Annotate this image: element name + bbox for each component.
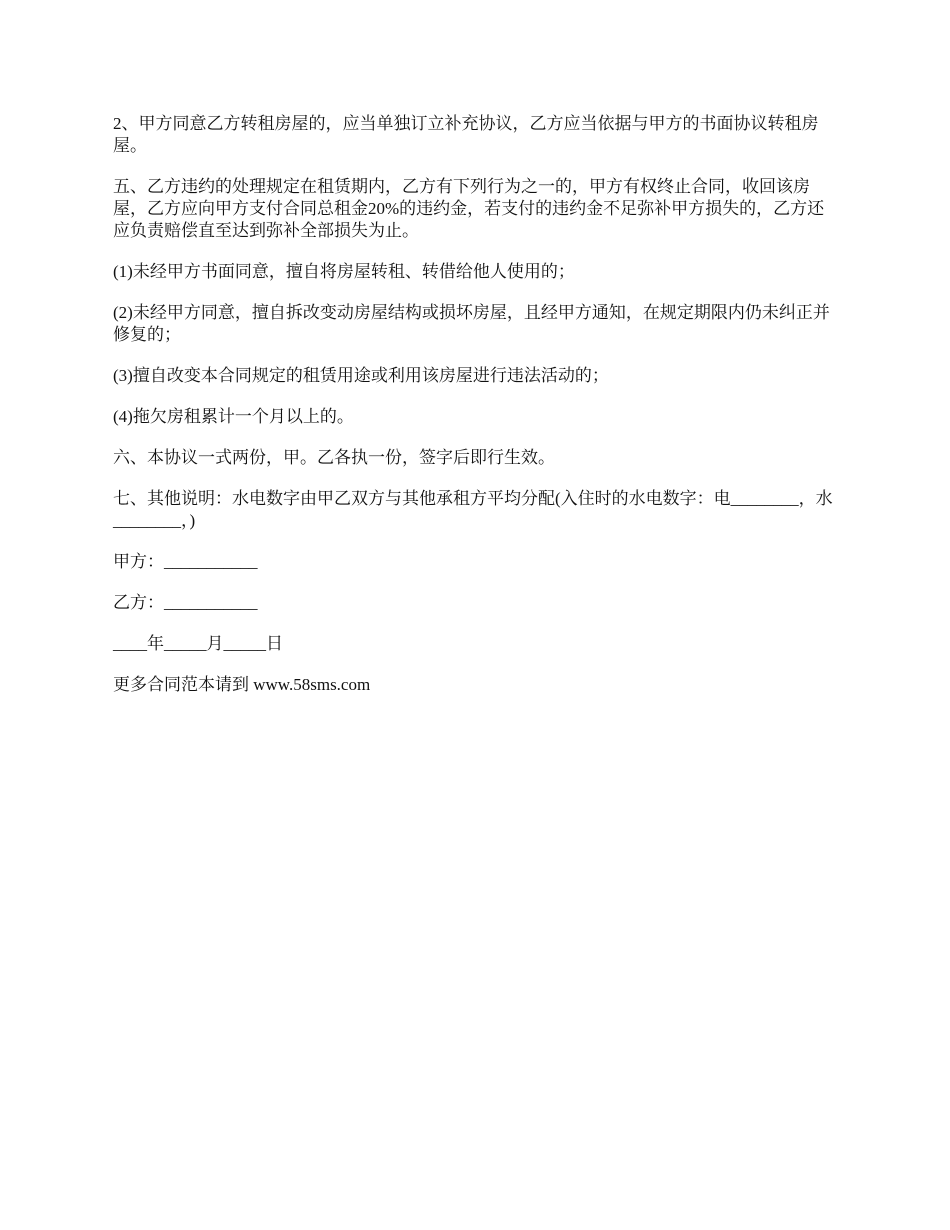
clause-copies-paragraph: 六、本协议一式两份，甲。乙各执一份，签字后即行生效。 (113, 448, 555, 467)
breach-item-1: (1)未经甲方书面同意，擅自将房屋转租、转借给他人使用的； (113, 262, 575, 281)
breach-item-3: (3)擅自改变本合同规定的租赁用途或利用该房屋进行违法活动的； (113, 366, 609, 385)
party-a-signature-line: 甲方：___________ (113, 552, 258, 571)
breach-item-4: (4)拖欠房租累计一个月以上的。 (113, 407, 354, 426)
breach-item-2: (2)未经甲方同意，擅自拆改变动房屋结构或损坏房屋，且经甲方通知，在规定期限内仍未纠正并修复的； (113, 303, 830, 344)
date-line: ____年_____月_____日 (113, 634, 283, 653)
clause-breach-paragraph: 五、乙方违约的处理规定在租赁期内，乙方有下列行为之一的，甲方有权终止合同，收回该房屋，乙方应向甲方支付合同总租金20%的违约金，若支付的违约金不足弥补甲方损失的，乙方还应负责赔偿直至达到弥补全部损失为止。 (113, 177, 825, 240)
clause-sublet-paragraph: 2、甲方同意乙方转租房屋的，应当单独订立补充协议，乙方应当依据与甲方的书面协议转租房屋。 (113, 114, 819, 155)
footer-more-templates: 更多合同范本请到 www.58sms.com (113, 675, 371, 694)
party-b-signature-line: 乙方：___________ (113, 593, 258, 612)
document-body (113, 113, 833, 715)
clause-other-notes-paragraph: 七、其他说明：水电数字由甲乙双方与其他承租方平均分配(入住时的水电数字：电________，水________，) (113, 489, 833, 530)
